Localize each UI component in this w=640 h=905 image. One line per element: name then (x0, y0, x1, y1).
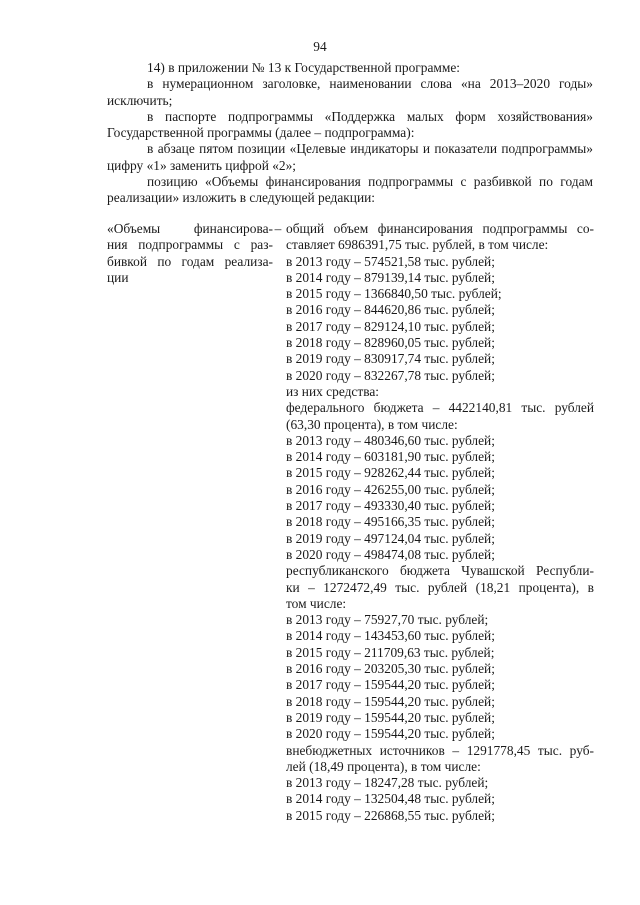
financing-line: в 2020 году – 159544,20 тыс. рублей; (286, 726, 495, 742)
financing-line: в 2014 году – 143453,60 тыс. рублей; (286, 628, 495, 644)
financing-line: в 2020 году – 498474,08 тыс. рублей; (286, 546, 495, 562)
financing-line: из них средства: (286, 383, 380, 399)
financing-line: республиканского бюджета Чувашской Республи- (286, 563, 594, 579)
financing-line: общий объем финансирования подпрограммы со- (286, 221, 594, 236)
separator-dash: – (274, 221, 282, 236)
financing-line: в 2013 году – 574521,58 тыс. рублей; (286, 253, 495, 269)
position-title-line: бивкой по годам реализа- (107, 253, 273, 269)
financing-line: в 2016 году – 844620,86 тыс. рублей; (286, 302, 495, 318)
financing-line: в 2013 году – 18247,28 тыс. рублей; (286, 775, 489, 791)
financing-line: в 2018 году – 159544,20 тыс. рублей; (286, 693, 495, 709)
financing-line: в 2018 году – 495166,35 тыс. рублей; (286, 514, 495, 530)
financing-line: в 2019 году – 159544,20 тыс. рублей; (286, 709, 495, 725)
financing-details-cell (286, 221, 594, 824)
financing-line: ставляет 6986391,75 тыс. рублей, в том числе: (286, 237, 549, 253)
financing-line: в 2015 году – 226868,55 тыс. рублей; (286, 807, 495, 823)
financing-line: в 2013 году – 75927,70 тыс. рублей; (286, 612, 489, 628)
financing-line: в 2017 году – 829124,10 тыс. рублей; (286, 318, 495, 334)
financing-line: в 2014 году – 879139,14 тыс. рублей; (286, 269, 495, 285)
financing-line: в 2016 году – 426255,00 тыс. рублей; (286, 481, 495, 497)
financing-line: внебюджетных источников – 1291778,45 тыс. руб- (286, 742, 594, 758)
financing-line: в 2016 году – 203205,30 тыс. рублей; (286, 661, 495, 677)
page-number: 94 (313, 39, 327, 54)
financing-line: в 2015 году – 928262,44 тыс. рублей; (286, 465, 495, 481)
financing-line: в 2015 году – 211709,63 тыс. рублей; (286, 644, 495, 660)
intro-paragraph: в абзаце пятом позиции «Целевые индикаторы и показатели подпрограммы» цифру «1» заменить цифрой «2»; (107, 141, 593, 173)
intro-paragraph: 14) в приложении № 13 к Государственной программе: (147, 60, 461, 75)
financing-line: в 2017 году – 159544,20 тыс. рублей; (286, 677, 495, 693)
financing-line: федерального бюджета – 4422140,81 тыс. рублей (286, 400, 594, 416)
financing-line: лей (18,49 процента), в том числе: (286, 758, 481, 774)
financing-line: в 2019 году – 830917,74 тыс. рублей; (286, 351, 495, 367)
financing-line: (63,30 процента), в том числе: (286, 416, 458, 432)
financing-line: ки – 1272472,49 тыс. рублей (18,21 процента), в (286, 579, 594, 595)
intro-paragraph: позицию «Объемы финансирования подпрограммы с разбивкой по годам реализации» изложить в следующей редакции: (107, 174, 593, 206)
position-title-line: ции (107, 269, 129, 285)
position-title-cell (107, 221, 273, 286)
financing-line: в 2014 году – 603181,90 тыс. рублей; (286, 449, 495, 465)
position-title-line: «Объемы финансирова- (107, 221, 273, 236)
financing-line: в 2018 году – 828960,05 тыс. рублей; (286, 335, 495, 351)
intro-paragraph: в нумерационном заголовке, наименовании слова «на 2013–2020 годы» исключить; (107, 76, 593, 108)
financing-line: в 2013 году – 480346,60 тыс. рублей; (286, 432, 495, 448)
financing-line: в 2019 году – 497124,04 тыс. рублей; (286, 530, 495, 546)
financing-line: в 2017 году – 493330,40 тыс. рублей; (286, 498, 495, 514)
financing-line: в 2015 году – 1366840,50 тыс. рублей; (286, 286, 502, 302)
position-title-line: ния подпрограммы с раз- (107, 237, 273, 253)
intro-text (107, 60, 593, 207)
financing-line: в 2020 году – 832267,78 тыс. рублей; (286, 367, 495, 383)
intro-paragraph: в паспорте подпрограммы «Поддержка малых форм хозяйствования» Государственной программы (далее – подпрограмма): (107, 108, 593, 141)
financing-line: том числе: (286, 595, 347, 611)
financing-line: в 2014 году – 132504,48 тыс. рублей; (286, 791, 495, 807)
